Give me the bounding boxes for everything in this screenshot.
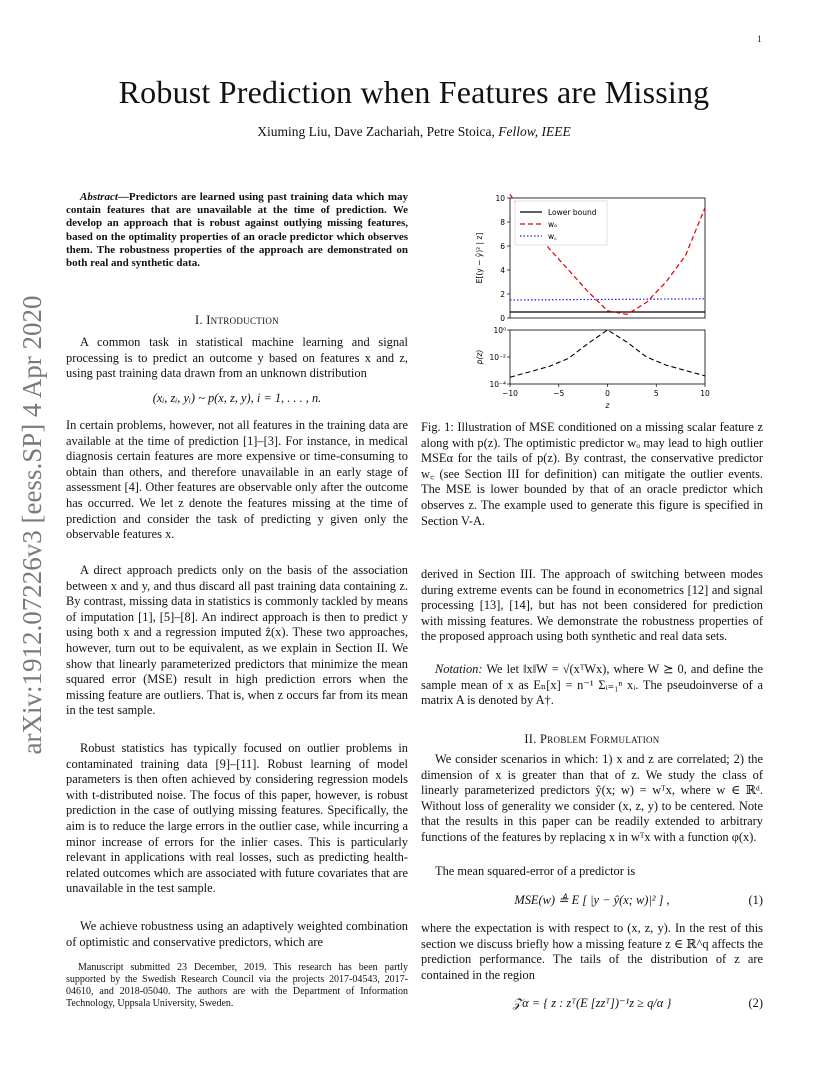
equation-1-number: (1) (748, 893, 763, 907)
intro-p3-text: A direct approach predicts only on the basis of the association between x and y, and thus discard all past training data containing z. By contrast, missing data in statistics is commonly tackled by means of imputation [1], [5]–[8]. An indirect approach is then to predict y using both x and a regression imputed ẑ(x). These two approaches, however, turn out to be equivalent, as we explain in Section II. We show that linearly parameterized predictors that minimize the mean squared error (MSE) result in high prediction errors when the missing feature are outliers. That is, when z occurs far from its mean in the test sample. (66, 563, 408, 718)
author-fellow: Fellow, IEEE (498, 124, 571, 139)
mse-ytick-label: 0 (500, 314, 505, 323)
right-p1-text: derived in Section III. The approach of switching between modes during extreme events can be found in econometrics [12] and signal processing [13], [14], but has not been considered for prediction with missing features. We demonstrate the robustness properties of the proposed approach using both synthetic and real data sets. (421, 567, 763, 644)
intro-paragraph-3 (66, 563, 408, 719)
section-2-p1-text: We consider scenarios in which: 1) x and z are correlated; 2) the dimension of x is greater than that of z. We study the class of linearly parameterized predictors ŷ(x; w) = wᵀx, where w ∈ ℝᵈ. Without loss of generality we consider (x, z, y) to be centered. Note that the results in this paper can be readily extended to arbitrary functions of the features by replacing x in wᵀx with a function φ(x). (421, 752, 763, 844)
pz-ylabel: p(z) (475, 349, 484, 365)
pz-plot-frame (510, 330, 705, 384)
mse-ytick-label: 6 (500, 242, 505, 251)
equation-2-text: 𝒵α = { z : zᵀ(E [zzᵀ])⁻¹z ≥ q/α } (512, 996, 672, 1010)
mse-legend-label: w꜀ (548, 232, 557, 241)
pz-ytick-label: 10⁻⁴ (489, 380, 506, 389)
section-1-number: I. (195, 313, 203, 327)
section-2-paragraph-1 (421, 752, 763, 846)
pz-series-0 (510, 330, 705, 377)
abstract-label: Abstract (80, 191, 118, 203)
pz-xtick-label: −10 (502, 389, 518, 398)
notation-label: Notation: (435, 662, 483, 676)
equation-2 (421, 996, 763, 1012)
section-2-title: Problem Formulation (540, 732, 660, 746)
author-names: Xiuming Liu, Dave Zachariah, Petre Stoica, (257, 124, 495, 139)
section-2-paragraph-3 (421, 921, 763, 983)
intro-paragraph-2 (66, 418, 408, 543)
intro-p4-text: Robust statistics has typically focused on outlier problems in contaminated training data [9]–[11]. Robust learning of model parameters is then often achieved by considering regression models with t-distributed noise. The focus of this paper, however, is robust prediction in the case of outlying missing features. Specifically, the aim is to reduce the large errors in the outlier case, while incurring a minor increase of errors for the inlier cases. This is particularly relevant in applications with real losses, such as predicting health-related outcomes which are associated with future covariates that are unavailable in the test sample. (66, 741, 408, 896)
mse-legend (515, 201, 607, 245)
figure-caption: Fig. 1: Illustration of MSE conditioned on a missing scalar feature z along with p(z). The optimistic predictor wₒ may lead to high outlier MSEα for the tails of p(z). By contrast, the conservative predictor w꜀ (see Section III for definition) can mitigate the outlier events. The MSE is lower bounded by that of an oracle predictor which observes z. The example used to generate this figure is specified in Section V-A. (421, 420, 763, 528)
intro-paragraph-1 (66, 335, 408, 382)
mse-legend-label: Lower bound (548, 208, 597, 217)
notation-text: We let ‖x‖W = √(xᵀWx), where W ⪰ 0, and define the sample mean of x as Eₙ[x] = n⁻¹ Σᵢ₌₁ⁿ xᵢ. The pseudoinverse of a matrix A is denoted by A†. (421, 662, 763, 708)
mse-series-2 (510, 299, 705, 300)
pz-ytick-label: 10⁻² (489, 353, 506, 362)
figure-1 (465, 190, 725, 412)
section-2-paragraph-2 (421, 864, 763, 880)
section-1-title: Introduction (206, 313, 279, 327)
intro-equation: (xᵢ, zᵢ, yᵢ) ~ p(x, z, y), i = 1, . . . , n. (152, 391, 322, 405)
right-paragraph-1 (421, 567, 763, 645)
equation-1 (421, 893, 763, 909)
section-2-heading (421, 732, 763, 748)
mse-legend-label: wₒ (548, 220, 558, 229)
equation-1-text: MSE(w) ≜ E [ |y − ŷ(x; w)|² ] , (514, 893, 670, 907)
paper-title: Robust Prediction when Features are Missing (118, 74, 710, 110)
mse-ytick-label: 8 (500, 218, 505, 227)
pz-plot (475, 326, 710, 410)
intro-p1-text: A common task in statistical machine learning and signal processing is to predict an outcome y based on features x and z, using past training data drawn from an unknown distribution (66, 335, 408, 381)
mse-ytick-label: 2 (500, 290, 505, 299)
arxiv-stamp: arXiv:1912.07226v3 [eess.SP] 4 Apr 2020 (17, 295, 47, 755)
section-2-p2-text: The mean squared-error of a predictor is (435, 864, 636, 878)
pz-xtick-label: 5 (653, 389, 659, 398)
pz-ytick-label: 10⁰ (493, 326, 506, 335)
section-1-heading (66, 313, 408, 329)
mse-ylabel: E[(y − ŷ)² | z] (475, 232, 484, 284)
footnote: Manuscript submitted 23 December, 2019. This research has been partly supported by the Swedish Research Council via the projects 2017-04543, 2017-04610, and 2018-05040. The authors are with the Department of Information Technology, Uppsala University, Sweden. (66, 962, 408, 1009)
mse-ytick-label: 4 (500, 266, 505, 275)
equation-2-number: (2) (748, 996, 763, 1010)
authors (0, 124, 828, 140)
pz-xlabel: z (605, 401, 610, 410)
section-2-p3-text: where the expectation is with respect to (x, z, y). In the rest of this section we discuss briefly how a missing feature z ∈ ℝ^q affects the prediction performance. The tails of the distribution of z are contained in the region (421, 921, 763, 982)
intro-p2-text: In certain problems, however, not all features in the training data are available at the time of prediction [1]–[3]. For instance, in medical diagnosis certain features are more expensive or time-consuming to obtain than others, and therefore unavailable in an early stage of assessment [4]. Other features are observable only after the outcome has occurred. We let z denote the features missing at the time of prediction and consider the task of predicting y given only the observable features x. (66, 418, 408, 542)
intro-p5-text: We achieve robustness using an adaptively weighted combination of optimistic and conservative predictors, which are (66, 919, 408, 949)
pz-xtick-label: −5 (553, 389, 565, 398)
intro-paragraph-5 (66, 919, 408, 950)
abstract-text: —Predictors are learned using past training data which may contain features that are unavailable at the time of prediction. We develop an approach that is robust against outlying missing features, based on the optimality properties of an oracle predictor which observes them. The robustness properties of the approach are demonstrated on both real and synthetic data. (66, 191, 408, 270)
pz-xtick-label: 10 (700, 389, 710, 398)
page-number: 1 (757, 34, 762, 44)
intro-paragraph-4 (66, 741, 408, 897)
notation-paragraph (421, 662, 763, 709)
mse-plot (475, 194, 705, 323)
section-2-number: II. (524, 732, 537, 746)
pz-xtick-label: 0 (605, 389, 610, 398)
abstract (66, 191, 408, 270)
mse-ytick-label: 10 (495, 194, 505, 203)
